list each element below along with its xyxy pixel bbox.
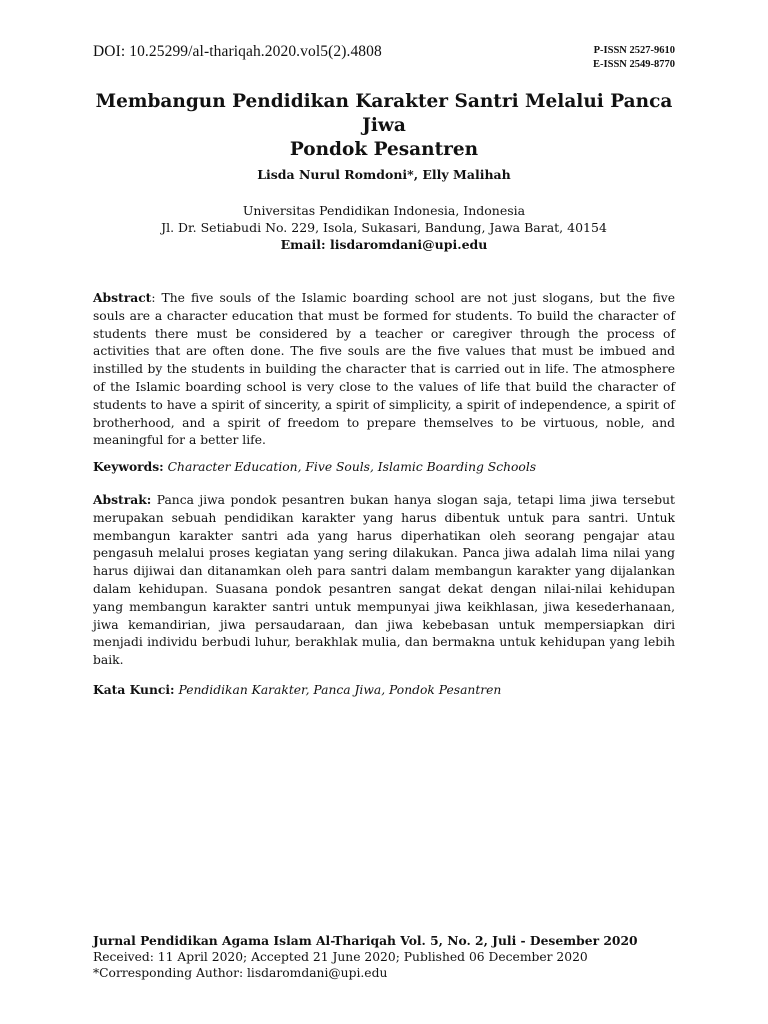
abstract-indonesian — [93, 491, 675, 670]
abstract-indonesian-label: Abstrak: — [93, 492, 152, 507]
keywords-indonesian — [93, 681, 675, 700]
e-issn: E-ISSN 2549-8770 — [593, 59, 675, 70]
keywords-english-text: Character Education, Five Souls, Islamic Boarding Schools — [167, 460, 537, 474]
paper-title-line-1: Membangun Pendidikan Karakter Santri Melalui Panca Jiwa — [95, 91, 673, 136]
abstract-indonesian-text: Panca jiwa pondok pesantren bukan hanya slogan saja, tetapi lima jiwa tersebut merupakan sebuah pendidikan karakter yang harus dibentuk untuk para santri. Untuk membangun karakter santri ada yang harus diperhatikan oleh seorang pengajar atau pengasuh melalui proses kegiatan yang sering dilakukan. Panca jiwa adalah lima nilai yang harus dijiwai dan ditanamkan oleh para santri dalam membangun karakter yang dijalankan dalam kehidupan. Suasana pondok pesantren sangat dekat dengan nilai-nilai kehidupan yang membangun karakter santri untuk mempunyai jiwa keikhlasan, jiwa kesederhanaan, jiwa kemandirian, jiwa persaudaraan, dan jiwa kebebasan untuk mempersiapkan diri menjadi individu berbudi luhur, berakhlak mulia, dan bermakna untuk kehidupan yang lebih baik. — [93, 493, 675, 668]
keywords-indonesian-label: Kata Kunci: — [93, 682, 175, 697]
submission-dates: Received: 11 April 2020; Accepted 21 June 2020; Published 06 December 2020 — [93, 950, 588, 964]
journal-citation: Jurnal Pendidikan Agama Islam Al-Thariqah Vol. 5, No. 2, Juli - Desember 2020 — [93, 933, 638, 948]
issn-block — [593, 44, 675, 72]
p-issn: P-ISSN 2527-9610 — [593, 45, 675, 56]
abstract-english — [93, 289, 675, 450]
author-list: Lisda Nurul Romdoni*, Elly Malihah — [257, 167, 511, 182]
affiliation-block — [93, 202, 675, 253]
paper-title-line-2: Pondok Pesantren — [289, 139, 479, 160]
email: Email: lisdaromdani@upi.edu — [280, 237, 488, 252]
keywords-indonesian-text: Pendidikan Karakter, Panca Jiwa, Pondok Pesantren — [178, 683, 502, 697]
address: Jl. Dr. Setiabudi No. 229, Isola, Sukasari, Bandung, Jawa Barat, 40154 — [161, 220, 607, 235]
abstract-english-label: Abstract — [93, 290, 152, 305]
corresponding-author: *Corresponding Author: lisdaromdani@upi.edu — [93, 966, 388, 980]
abstract-english-text: : The five souls of the Islamic boarding school are not just slogans, but the five souls are a character education that must be formed for students. To build the character of students there must be considered by a teacher or caregiver through the process of activities that are often done. The five souls are the five values that must be imbued and instilled by the students in building the character that is carried out in life. The atmosphere of the Islamic boarding school is very close to the values of life that build the character of students to have a spirit of sincerity, a spirit of simplicity, a spirit of independence, a spirit of brotherhood, and a spirit of freedom to prepare themselves to be virtuous, noble, and meaningful for a better life. — [93, 291, 675, 448]
keywords-english — [93, 458, 675, 477]
keywords-english-label: Keywords: — [93, 459, 164, 474]
institution: Universitas Pendidikan Indonesia, Indonesia — [242, 203, 526, 218]
doi-line: DOI: 10.25299/al-thariqah.2020.vol5(2).4808 — [93, 43, 382, 60]
paper-title — [93, 90, 675, 162]
page-footer — [93, 933, 675, 981]
